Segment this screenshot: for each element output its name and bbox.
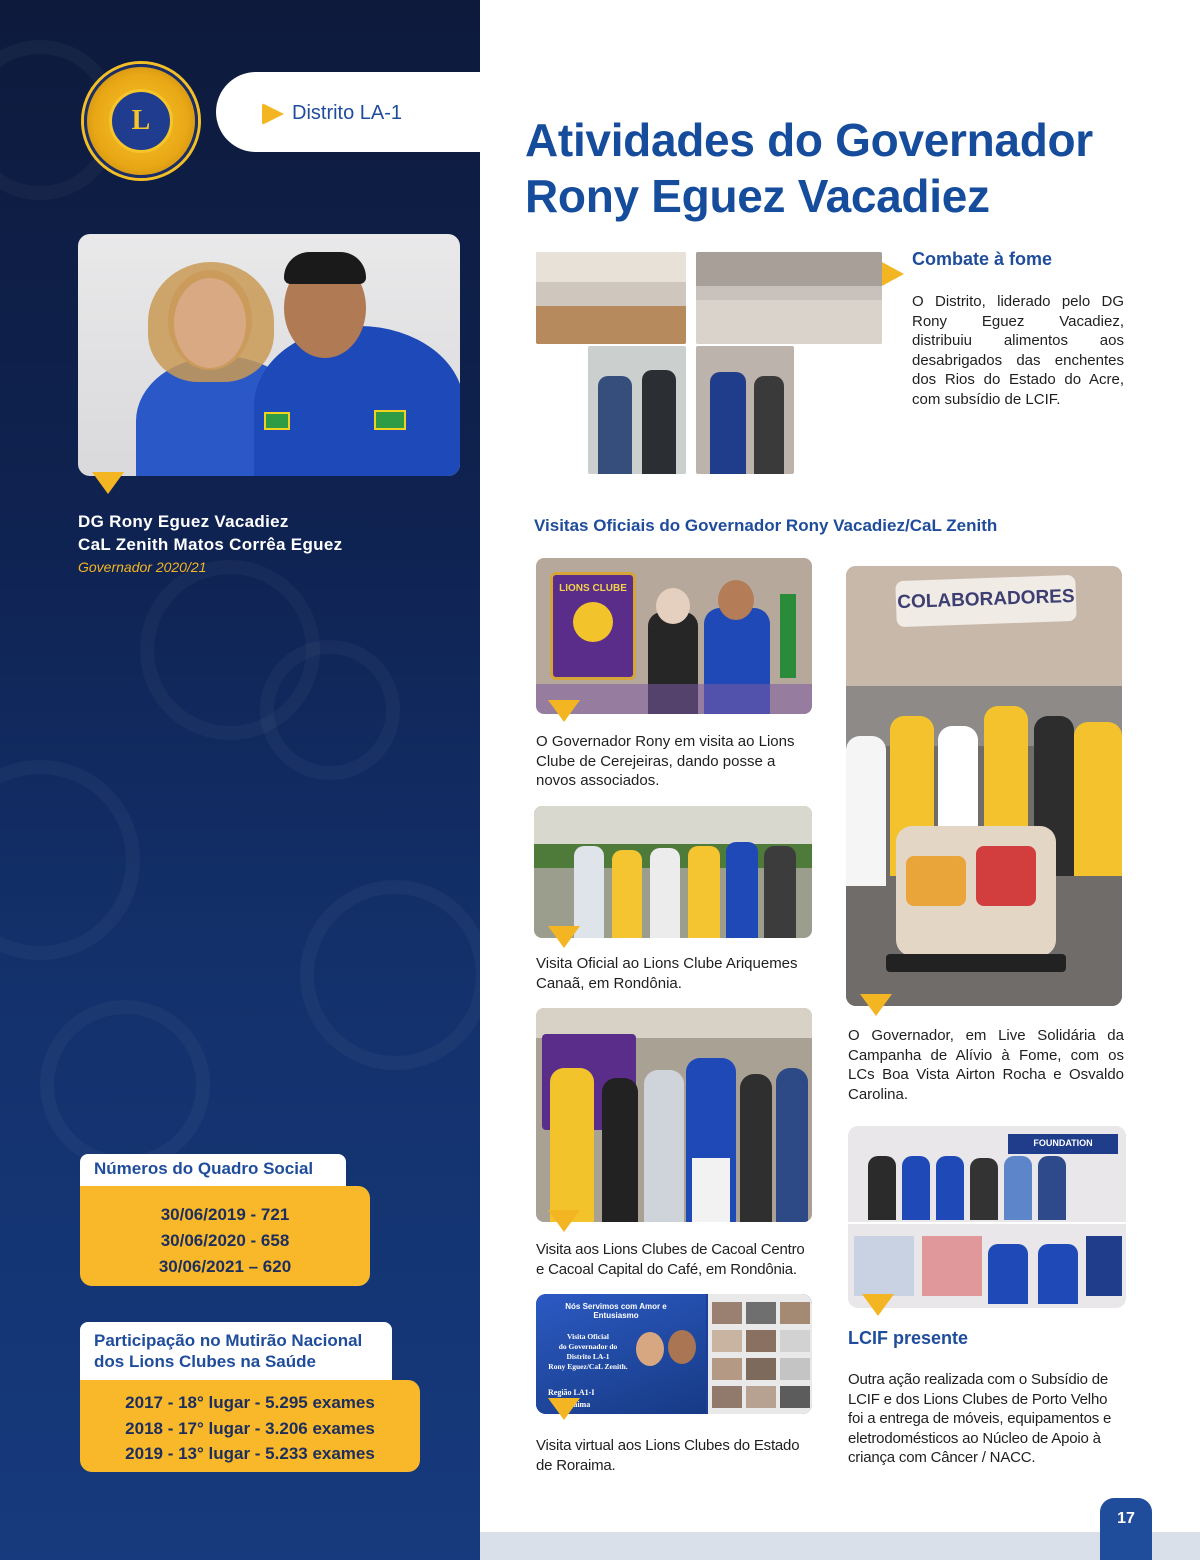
title-line: Rony Eguez Vacadiez [525,170,990,222]
caret-down-icon [548,1210,580,1232]
governor-names [78,510,342,556]
slide-line: Visita Oficial [566,1332,609,1341]
slide-region: Roraima [560,1400,591,1409]
caption-roraima: Visita virtual aos Lions Clubes do Estado de Roraima. [536,1437,800,1474]
food-donation-photo [536,252,686,344]
slide-tagline: Nós Servimos com Amor e Entusiasmo [565,1302,667,1320]
visitas-heading: Visitas Oficiais do Governador Rony Vacadiez/CaL Zenith [534,516,998,535]
district-logo [84,64,198,178]
caret-down-icon [548,700,580,722]
footer-strip [480,1532,1200,1560]
food-donation-photo [696,346,794,474]
watermark-lion [0,760,140,960]
slide-line: Distrito LA-1 [566,1352,610,1361]
watermark-lion [300,880,480,1070]
pointer-arrow-icon [882,262,904,286]
brazil-flag-patch-icon [374,410,406,430]
mutirao-title [80,1322,392,1382]
mutirao-line: 2017 - 18° lugar - 5.295 exames [125,1393,375,1412]
watermark-lion [260,640,400,780]
food-donation-photo [588,346,686,474]
lions-emblem-icon [573,602,613,642]
page-title [525,112,1185,224]
caption-ariquemes: Visita Oficial ao Lions Clube Ariquemes Canaã, em Rondônia. [536,955,798,992]
slide-region: Região LA1-I [548,1388,595,1397]
person-face [174,278,246,368]
title-line: Atividades do Governador [525,114,1093,166]
lcif-title: LCIF presente [848,1328,969,1348]
mutirao-title-line: dos Lions Clubes na Saúde [94,1352,316,1371]
virtual-visit-screenshot [536,1294,812,1414]
hair-shape [284,252,366,284]
mutirao-line: 2018 - 17° lugar - 3.206 exames [125,1418,375,1438]
colaboradores-banner: COLABORADORES [895,575,1076,627]
page-number: 17 [1100,1498,1152,1560]
brazil-flag-patch-icon [264,412,290,430]
person-figure [254,326,460,476]
combate-title: Combate à fome [912,249,1053,269]
ariquemes-visit-photo [534,806,812,938]
stats-title: Números do Quadro Social [80,1154,346,1188]
lions-banner-text: LIONS CLUBE [559,583,627,594]
caret-down-icon [548,926,580,948]
foundation-banner: FOUNDATION [1008,1134,1118,1154]
stats-line: 30/06/2019 - 721 [160,1205,290,1224]
stats-box [80,1186,370,1286]
slide-line: do Governador do [558,1342,618,1351]
caption-live: O Governador, em Live Solidária da Campanha de Alívio à Fome, com os LCs Boa Vista Airton Rocha e Osvaldo Carolina. [848,1027,1124,1103]
play-arrow-icon [262,103,284,125]
caption-cacoal: Visita aos Lions Clubes de Cacoal Centro e Cacoal Capital do Café, em Rondônia. [536,1241,805,1278]
lcif-photo [848,1126,1126,1308]
governor-name: DG Rony Eguez Vacadiez [78,512,289,531]
district-label: Distrito LA-1 [292,102,403,124]
watermark-lion [40,1000,210,1170]
caret-down-icon [862,1294,894,1316]
lcif-text: Outra ação realizada com o Subsídio de LCIF e dos Lions Clubes de Porto Velho foi a entrega de móveis, equipamentos e eletrodomésticos ao Núcleo de Apoio à criança com Câncer / NACC. [848,1371,1112,1466]
governor-role: Governador 2020/21 [78,559,207,575]
cacoal-visit-photo [536,1008,812,1222]
stats-line: 30/06/2020 - 658 [160,1231,290,1250]
live-solidaria-photo [846,566,1122,1006]
caption-cerejeiras: O Governador Rony em visita ao Lions Clube de Cerejeiras, dando posse a novos associados. [536,733,795,789]
mutirao-line: 2019 - 13° lugar - 5.233 exames [125,1444,375,1463]
lions-icon: L [109,89,173,153]
cerejeiras-visit-photo [536,558,812,714]
combate-text: O Distrito, liderado pelo DG Rony Eguez Vacadiez, distribuiu alimentos aos desabrigados das enchentes dos Rios do Estado do Acre, com subsídio de LCIF. [912,293,1124,408]
spouse-name: CaL Zenith Matos Corrêa Eguez [78,535,343,554]
caret-down-icon [860,994,892,1016]
caret-down-icon [548,1398,580,1420]
mutirao-title-line: Participação no Mutirão Nacional [94,1331,363,1350]
food-donation-photo [696,252,882,344]
stats-line: 30/06/2021 – 620 [158,1257,292,1276]
governor-photo [78,234,460,476]
mutirao-box [80,1380,420,1472]
caret-down-icon [92,472,124,494]
slide-line: Rony Eguez/CaL Zenith. [548,1362,628,1371]
